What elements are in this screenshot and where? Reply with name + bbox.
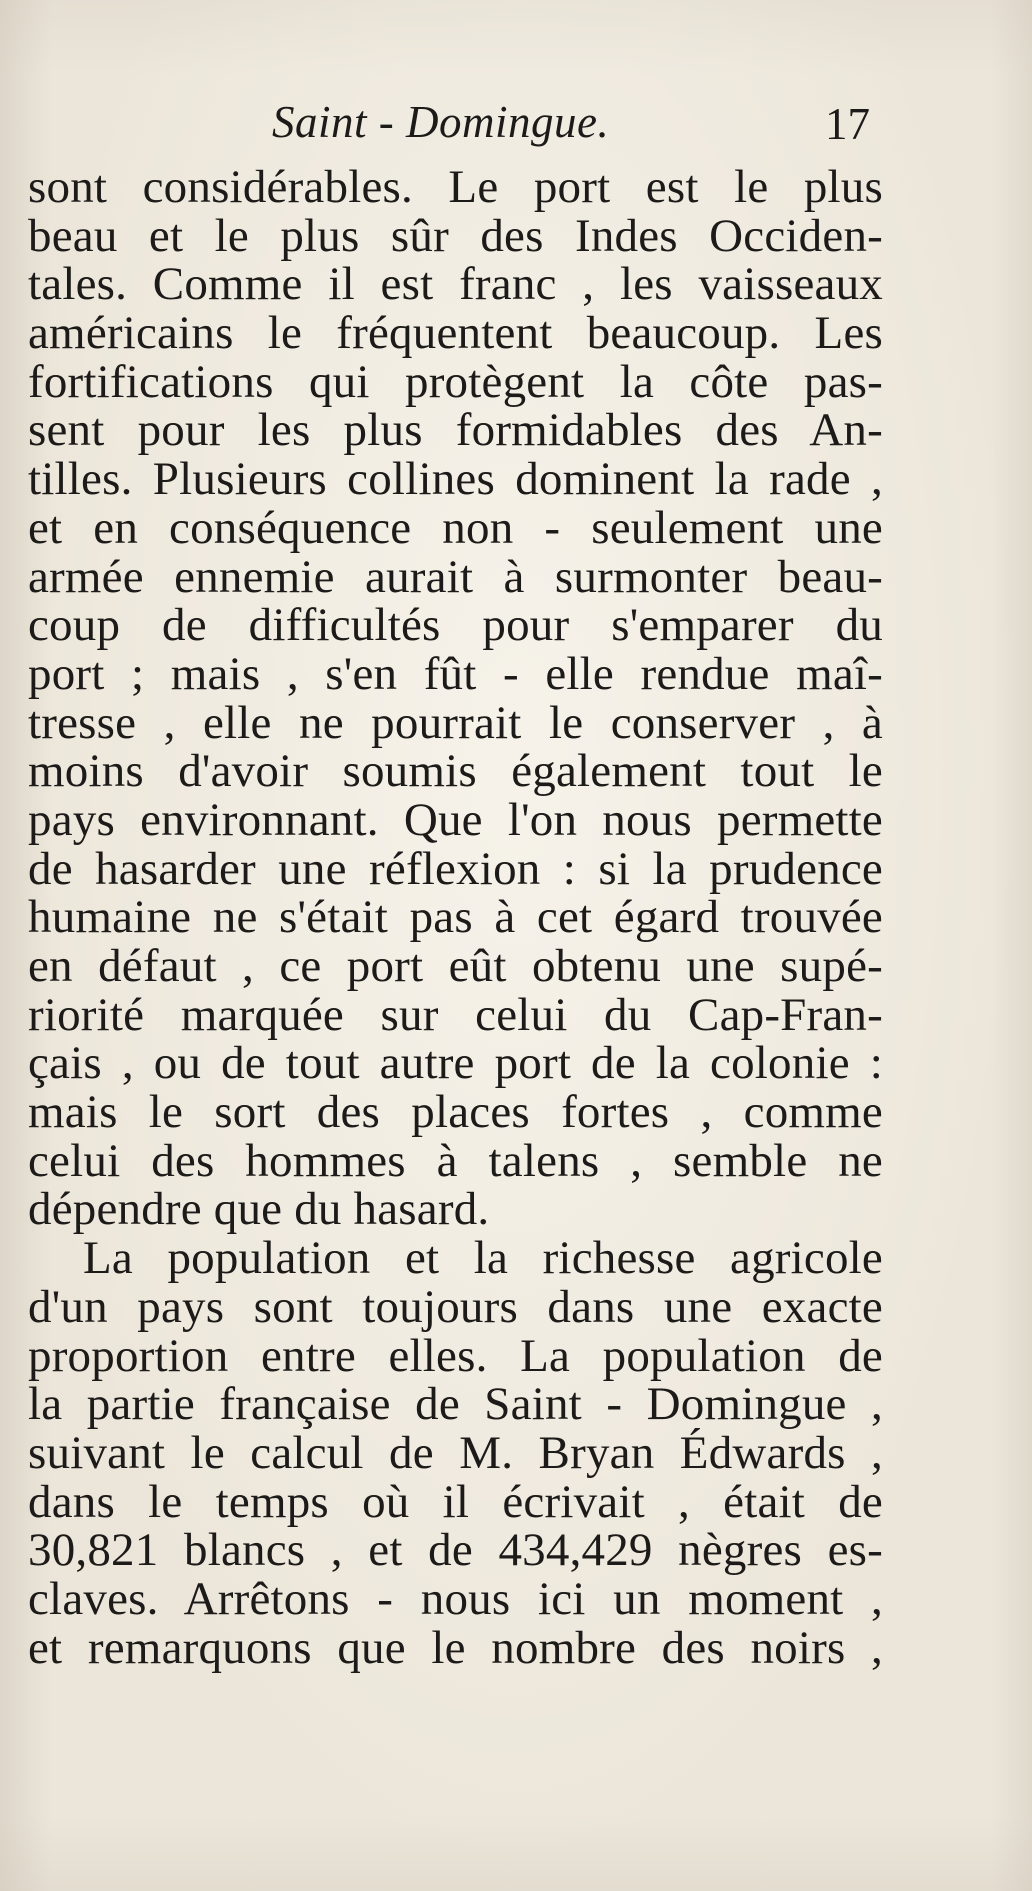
text-line: 30,821 blancs , et de 434,429 nègres es- (28, 1524, 883, 1577)
paragraph-1 (28, 163, 883, 1234)
text-line: suivant le calcul de M. Bryan Édwards , (28, 1426, 883, 1479)
text-line: celui des hommes à talens , semble ne (28, 1134, 883, 1187)
body-text (28, 163, 883, 1672)
text-line: La population et la richesse agricole (83, 1232, 883, 1285)
running-title: Saint - Domingue. (272, 97, 610, 147)
text-line: et remarquons que le nombre des noirs , (28, 1621, 883, 1674)
paragraph-2 (28, 1234, 883, 1672)
text-line: armée ennemie aurait à surmonter beau- (28, 550, 883, 603)
text-line: sent pour les plus formidables des An- (28, 404, 883, 457)
text-line: çais , ou de tout autre port de la colonie : (28, 1037, 883, 1090)
text-line: proportion entre elles. La population de (28, 1329, 883, 1382)
text-line: de hasarder une réflexion : si la prudence (28, 842, 883, 895)
text-line: coup de difficultés pour s'emparer du (28, 599, 883, 652)
text-line: sont considérables. Le port est le plus (28, 161, 883, 213)
text-line: d'un pays sont toujours dans une exacte (28, 1280, 883, 1333)
text-line: claves. Arrêtons - nous ici un moment , (28, 1572, 883, 1625)
text-line: beau et le plus sûr des Indes Occiden- (28, 209, 883, 262)
text-line: la partie française de Saint - Domingue , (28, 1378, 883, 1431)
running-head (0, 92, 1032, 152)
text-line: dépendre que du hasard. (28, 1183, 490, 1236)
text-line: moins d'avoir soumis également tout le (28, 745, 883, 798)
text-line: fortifications qui protègent la côte pas- (28, 355, 883, 408)
text-line: pays environnant. Que l'on nous permette (28, 793, 883, 846)
text-line: mais le sort des places fortes , comme (28, 1086, 883, 1139)
text-line: tales. Comme il est franc , les vaisseaux (28, 258, 883, 311)
text-line: et en conséquence non - seulement une (28, 501, 883, 554)
text-line: humaine ne s'était pas à cet égard trouvée (28, 891, 883, 944)
text-line: tresse , elle ne pourrait le conserver , à (28, 696, 883, 749)
text-line: dans le temps où il écrivait , était de (28, 1475, 883, 1528)
text-line: port ; mais , s'en fût - elle rendue maî- (28, 647, 883, 700)
text-line: en défaut , ce port eût obtenu une supé- (28, 940, 883, 992)
text-line: riorité marquée sur celui du Cap-Fran- (28, 988, 883, 1041)
page-number: 17 (825, 99, 870, 149)
text-line: américains le fréquentent beaucoup. Les (28, 307, 883, 360)
text-line: tilles. Plusieurs collines dominent la rade , (28, 453, 883, 506)
